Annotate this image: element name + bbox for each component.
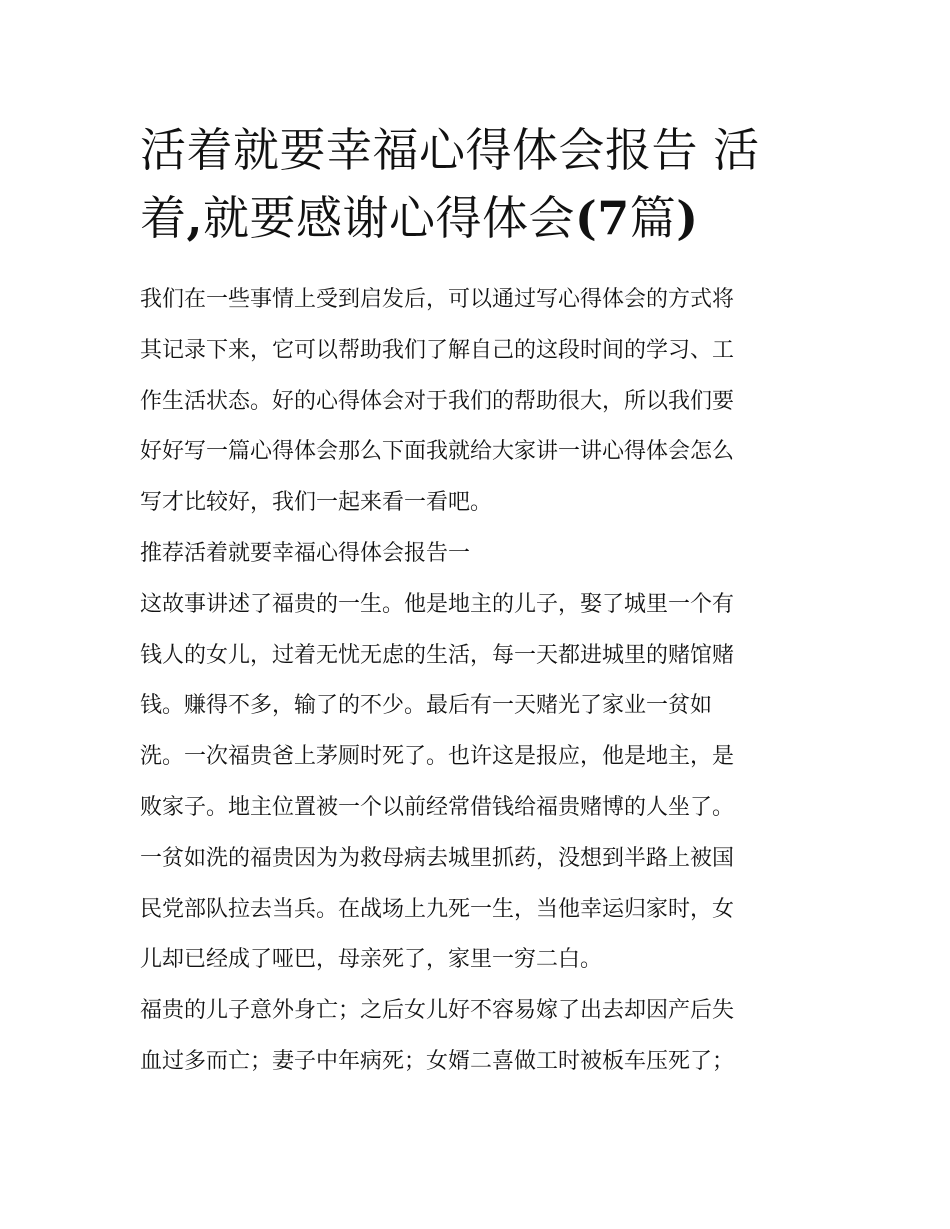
text-line: 钱人的女儿，过着无忧无虑的生活，每一天都进城里的赌馆赌 xyxy=(140,642,735,668)
text-line: 洗。一次福贵爸上茅厕时死了。也许这是报应，他是地主，是 xyxy=(140,744,735,770)
text-line: 福贵的儿子意外身亡；之后女儿好不容易嫁了出去却因产后失 xyxy=(140,998,735,1024)
title-line-1: 活着就要幸福心得体会报告 活 xyxy=(140,123,760,177)
text-line: 儿却已经成了哑巴，母亲死了，家里一穷二白。 xyxy=(140,947,603,973)
text-line: 一贫如洗的福贵因为为救母病去城里抓药，没想到半路上被国 xyxy=(140,845,735,871)
text-line: 我们在一些事情上受到启发后，可以通过写心得体会的方式将 xyxy=(140,287,735,312)
title-line-2-paren-close: ) xyxy=(676,191,699,245)
document-title xyxy=(140,116,820,252)
title-line-2-paren-open: (7 xyxy=(575,191,630,245)
text-line: 血过多而亡；妻子中年病死；女婿二喜做工时被板车压死了； xyxy=(140,1048,735,1074)
title-line-2 xyxy=(140,184,820,252)
section-heading: 推荐活着就要幸福心得体会报告一 xyxy=(140,540,471,566)
text-line: 钱。赚得不多，输了的不少。最后有一天赌光了家业一贫如 xyxy=(140,693,713,719)
text-line: 败家子。地主位置被一个以前经常借钱给福贵赌博的人坐了。 xyxy=(140,794,735,820)
title-line-2-prefix: 着 xyxy=(140,191,187,245)
text-line: 写才比较好，我们一起来看一看吧。 xyxy=(140,490,493,516)
title-line-2-pian: 篇 xyxy=(629,191,677,245)
title-line-2-comma: , xyxy=(186,191,204,245)
text-line: 其记录下来，它可以帮助我们了解自己的这段时间的学习、工 xyxy=(140,337,735,363)
title-line-2-text: 就要感谢心得体会 xyxy=(203,191,576,245)
text-line: 好好写一篇心得体会那么下面我就给大家讲一讲心得体会怎么 xyxy=(140,439,735,465)
text-line: 民党部队拉去当兵。在战场上九死一生，当他幸运归家时，女 xyxy=(140,896,735,922)
document-body xyxy=(140,275,820,1088)
text-line: 这故事讲述了福贵的一生。他是地主的儿子，娶了城里一个有 xyxy=(140,591,735,617)
text-line: 作生活状态。好的心得体会对于我们的帮助很大，所以我们要 xyxy=(140,388,735,414)
